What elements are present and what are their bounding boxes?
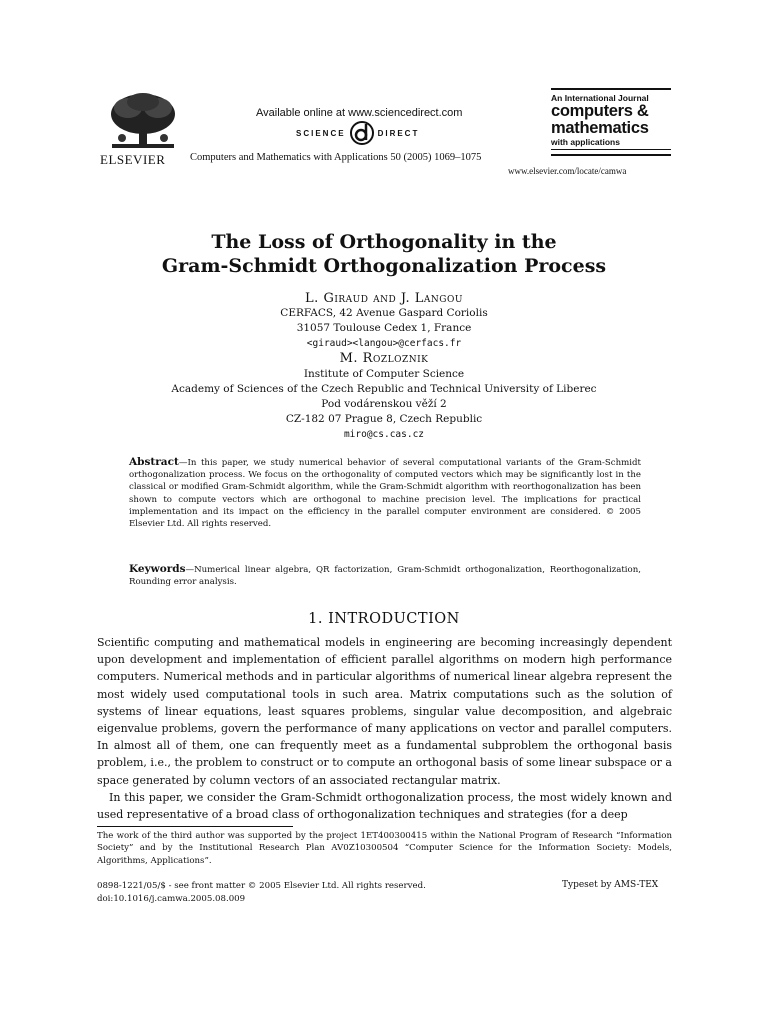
- abstract: [129, 456, 641, 530]
- journal-box-rule-bottom: [551, 154, 671, 156]
- affiliation-1-line: 31057 Toulouse Cedex 1, France: [296, 322, 472, 334]
- journal-url[interactable]: www.elsevier.com/locate/camwa: [508, 166, 627, 176]
- typeset-note: Typeset by AMS-TEX: [562, 880, 659, 890]
- section-heading: 1. INTRODUCTION: [308, 611, 460, 627]
- author-email-1[interactable]: <giraud><langou>@cerfacs.fr: [306, 338, 462, 349]
- affiliation-2-line: Academy of Sciences of the Czech Republic and Technical University of Liberec: [171, 383, 597, 395]
- affiliation-2: [0, 367, 768, 442]
- sd-left-word: SCIENCE: [296, 128, 346, 138]
- author-email-2[interactable]: miro@cs.cas.cz: [343, 429, 425, 440]
- sd-right-word: DIRECT: [377, 128, 420, 138]
- keywords-label: Keywords: [129, 563, 186, 575]
- sciencedirect-logo: [296, 120, 419, 146]
- paragraph: Scientific computing and mathematical models in engineering are becoming increasingly dependent upon development and implementation of efficient parallel algorithms on modern high performance computers. Numerical methods and in particular algorithms of numerical linear algebra represent the most widely used computational tools in such area. Matrix computations such as the solution of systems of linear equations, least squares problems, singular value decomposition, and algebraic eigenvalue problems, govern the performance of many applications on vector and parallel computers. In almost all of them, one can frequently meet as a fundamental subproblem the orthogonal basis problem, i.e., the problem to construct or to compute an orthogonal basis of some linear subspace or a space generated by column vectors of an associated rectangular matrix.: [97, 636, 672, 787]
- sciencedirect-d-icon: [349, 120, 375, 146]
- affiliation-2-line: CZ-182 07 Prague 8, Czech Republic: [285, 413, 483, 425]
- journal-with-apps: with applications: [551, 137, 620, 147]
- journal-intl-label: An International Journal: [551, 93, 649, 103]
- journal-title-line1: computers &: [551, 102, 649, 120]
- doi-line[interactable]: doi:10.1016/j.camwa.2005.08.009: [97, 894, 246, 904]
- available-online-text: Available online at www.sciencedirect.com: [256, 107, 463, 119]
- copyright-block: [97, 880, 426, 906]
- keywords: [129, 563, 641, 588]
- section-body: [97, 634, 672, 823]
- publisher-name: ELSEVIER: [100, 152, 166, 167]
- affiliation-2-line: Pod vodárenskou věží 2: [321, 398, 447, 410]
- abstract-text: —In this paper, we study numerical behavior of several computational variants of the Gram-Schmidt orthogonalization process. We focus on the orthogonality of computed vectors which may be significantly lost in the classical or modified Gram-Schmidt algorithm, while the Gram-Schmidt algorithm with reorthogonalization has been shown to compute vectors which are orthogonal to machine precision level. The implications for practical implementation and its impact on the efficiency in the parallel computer environment are considered. © 2005 Elsevier Ltd. All rights reserved.: [129, 458, 641, 530]
- paper-title-line2: Gram-Schmidt Orthogonalization Process: [161, 255, 607, 277]
- abstract-label: Abstract: [129, 456, 179, 468]
- journal-box-rule-top: [551, 88, 671, 90]
- issn-line: 0898-1221/05/$ - see front matter © 2005 Elsevier Ltd. All rights reserved.: [97, 881, 426, 891]
- keywords-text: —Numerical linear algebra, QR factorization, Gram-Schmidt orthogonalization, Reorthogonalization, Rounding error analysis.: [129, 565, 641, 588]
- footnote-rule: [97, 826, 293, 827]
- journal-title-line2: mathematics: [551, 119, 649, 137]
- affiliation-1-line: CERFACS, 42 Avenue Gaspard Coriolis: [280, 307, 488, 319]
- affiliation-2-line: Institute of Computer Science: [303, 368, 465, 380]
- journal-logo-box: [551, 88, 671, 156]
- affiliation-1: [0, 306, 768, 351]
- elsevier-tree-logo: [108, 92, 178, 152]
- author-group-1: L. Giraud and J. Langou: [305, 291, 463, 306]
- paper-title-line1: The Loss of Orthogonality in the: [211, 231, 557, 253]
- paper-title: [0, 230, 768, 278]
- footnote-text: The work of the third author was supported by the project 1ET400300415 within the National Program of Research “Information Society” and by the Institutional Research Plan AV0Z10300504 “Computer Science for the Information Society: Models, Algorithms, Applications”.: [97, 831, 672, 866]
- paragraph: In this paper, we consider the Gram-Schmidt orthogonalization process, the most widely known and used representative of a broad class of orthogonalization techniques and strategies (for a deep: [97, 790, 672, 822]
- journal-citation: Computers and Mathematics with Applications 50 (2005) 1069–1075: [190, 152, 482, 163]
- author-group-2: M. Rozloznik: [339, 351, 429, 366]
